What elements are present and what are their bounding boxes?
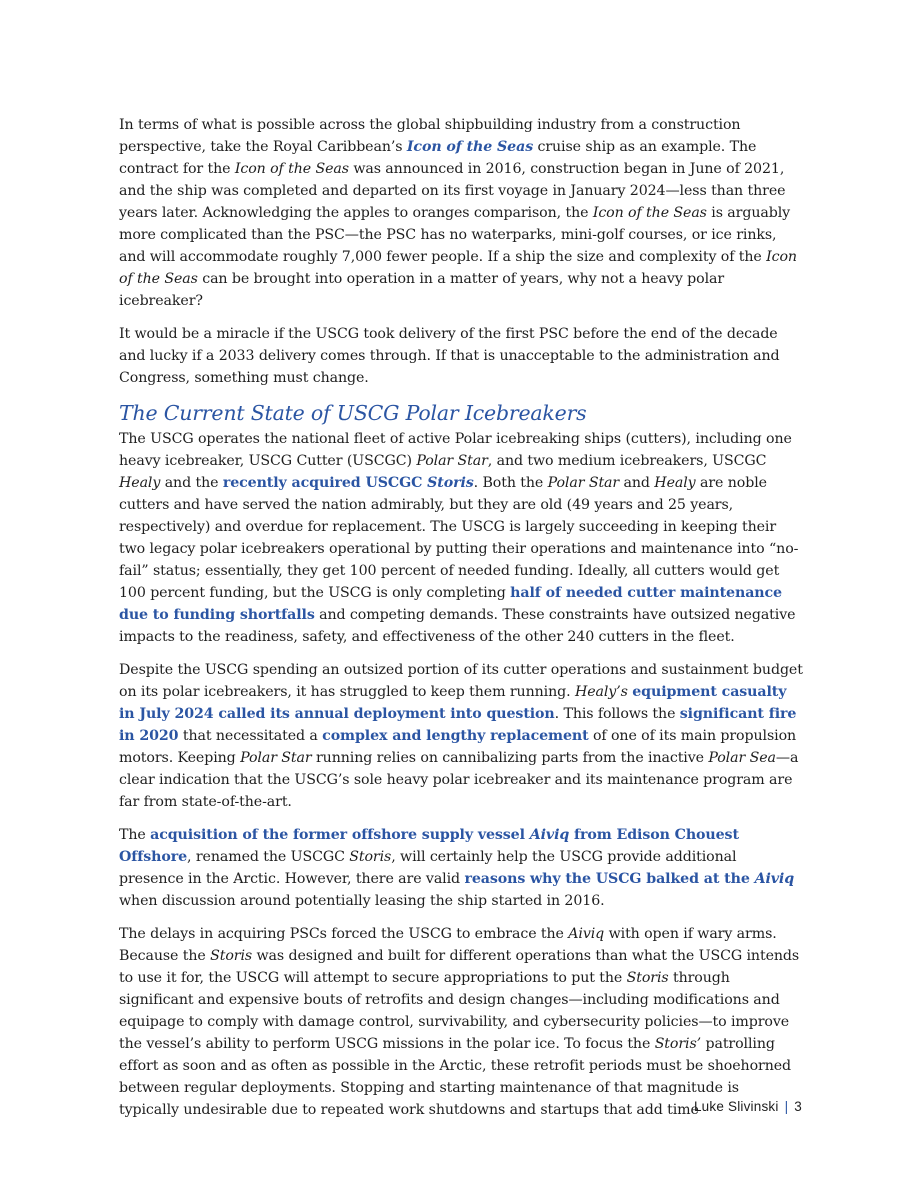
italic-ship-name: Icon of the Seas <box>234 161 349 177</box>
link-text-italic: Aiviq <box>754 871 795 887</box>
paragraph-current-state <box>119 428 803 648</box>
paragraph-text: . This follows the <box>554 706 680 722</box>
paragraph-text: . Both the <box>473 475 548 491</box>
paragraph-struggled <box>119 659 803 813</box>
italic-ship-name: Icon of the Seas <box>592 205 707 221</box>
paragraph-text: is arguably more complicated than the PSC—the PSC has no waterparks, mini-golf courses, or ice rinks, and will accommodate roughly 7,000 fewer people. If a ship the size and complexity of the <box>119 205 791 265</box>
link-text: recently acquired USCGC <box>222 475 428 491</box>
link-recently-acquired-storis[interactable] <box>223 475 474 491</box>
section-heading: The Current State of USCG Polar Icebreakers <box>119 401 587 425</box>
italic-ship-name: Polar Sea <box>708 750 776 766</box>
link-text: from Edison Chouest Offshore <box>119 827 739 865</box>
footer-author: Luke Slivinski <box>693 1099 779 1114</box>
paragraph-text: running relies on cannibalizing parts from the inactive <box>311 750 709 766</box>
footer-separator: | <box>784 1099 789 1114</box>
link-text: acquisition of the former offshore supply vessel <box>150 827 530 843</box>
link-text-italic: Aiviq <box>529 827 570 843</box>
italic-ship-name: Healy <box>654 475 696 491</box>
paragraph-text: was designed and built for different operations than what the USCG intends to use it for, the USCG will attempt to secure appropriations to put the <box>119 948 800 986</box>
paragraph-text: The delays in acquiring PSCs forced the USCG to embrace the <box>119 926 569 942</box>
italic-ship-name: Healy <box>119 475 161 491</box>
paragraph-text: of one of its main propulsion motors. Keeping <box>119 728 797 766</box>
italic-ship-name: Healy’s <box>574 684 628 700</box>
link-cutter-maintenance-funding[interactable]: half of needed cutter maintenance due to funding shortfalls <box>119 585 782 623</box>
link-significant-fire[interactable]: significant fire in 2020 <box>119 706 797 744</box>
paragraph-text: The USCG operates the national fleet of active Polar icebreaking ships (cutters), including one heavy icebreaker, USCG Cutter (USCGC) <box>119 431 792 469</box>
paragraph-text: Despite the USCG spending an outsized portion of its cutter operations and sustainment budget on its polar icebreakers, it has struggled to keep them running. <box>119 662 803 700</box>
page-footer <box>694 1099 802 1114</box>
paragraph-text: can be brought into operation in a matter of years, why not a heavy polar icebreaker? <box>119 271 725 309</box>
paragraph-icon-of-the-seas <box>119 114 803 312</box>
paragraph-text: that necessitated a <box>178 728 323 744</box>
italic-ship-name: Storis <box>349 849 392 865</box>
link-complex-replacement[interactable]: complex and lengthy replacement <box>322 728 589 744</box>
paragraph-text: It would be a miracle if the USCG took delivery of the first PSC before the end of the decade and lucky if a 2033 delivery comes through. If that is unacceptable to the administration and Congress, something must change. <box>119 326 780 386</box>
document-body <box>119 114 803 1121</box>
paragraph-text: are noble cutters and have served the nation admirably, but they are old (49 years and 25 years, respectively) and overdue for replacement. The USCG is largely succeeding in keeping their two legacy polar icebreakers operational by putting their operations and maintenance into “no-fail” status; essentially, they get 100 percent of needed funding. Ideally, all cutters would get 100 percent funding, but the USCG is only completing <box>119 475 799 601</box>
paragraph-delays <box>119 923 803 1121</box>
link-text-italic: Storis <box>427 475 474 491</box>
paragraph-text: when discussion around potentially leasing the ship started in 2016. <box>119 893 605 909</box>
link-text: Icon of the Seas <box>406 139 534 155</box>
paragraph-text: was announced in 2016, construction began in June of 2021, and the ship was completed and departed on its first voyage in January 2024—less than three years later. Acknowledging the apples to oranges comparison, the <box>119 161 786 221</box>
paragraph-text: cruise ship as an example. The contract for the <box>119 139 757 177</box>
link-reasons-balked[interactable] <box>464 871 794 887</box>
paragraph-text: and the <box>160 475 223 491</box>
italic-ship-name: Icon of the Seas <box>119 249 797 287</box>
link-equipment-casualty[interactable]: equipment casualty in July 2024 called its annual deployment into question <box>119 684 787 722</box>
italic-ship-name: Aiviq <box>568 926 605 942</box>
paragraph-text: with open if wary arms. Because the <box>119 926 777 964</box>
italic-ship-name: Storis’ <box>654 1036 702 1052</box>
paragraph-text: The <box>119 827 151 843</box>
italic-ship-name: Storis <box>210 948 253 964</box>
link-text: reasons why the USCG balked at the <box>464 871 755 887</box>
paragraph-text: patrolling effort as soon and as often as possible in the Arctic, these retrofit periods must be shoehorned between regular deployments. Stopping and starting maintenance of that magnitude is typically undesirable due to repeated work shutdowns and startups that add time <box>119 1036 792 1118</box>
italic-ship-name: Polar Star <box>240 750 312 766</box>
italic-ship-name: Storis <box>626 970 669 986</box>
link-icon-of-the-seas[interactable] <box>407 139 533 155</box>
paragraph-text: In terms of what is possible across the global shipbuilding industry from a construction perspective, take the Royal Caribbean’s <box>119 117 741 155</box>
paragraph-miracle <box>119 323 803 389</box>
page-number: 3 <box>794 1099 802 1114</box>
italic-ship-name: Polar Star <box>547 475 620 491</box>
paragraph-text: and <box>619 475 655 491</box>
paragraph-aiviq-acquisition <box>119 824 803 912</box>
paragraph-text: and competing demands. These constraints have outsized negative impacts to the readiness, safety, and effectiveness of the other 240 cutters in the fleet. <box>119 607 796 645</box>
paragraph-text: through significant and expensive bouts of retrofits and design changes—including modifications and equipage to comply with damage control, survivability, and cybersecurity policies—to improve the vessel’s ability to perform USCG missions in the polar ice. To focus the <box>119 970 790 1052</box>
paragraph-text: —a clear indication that the USCG’s sole heavy polar icebreaker and its maintenance program are far from state-of-the-art. <box>119 750 799 810</box>
paragraph-text: , renamed the USCGC <box>187 849 350 865</box>
italic-ship-name: Polar Star <box>416 453 488 469</box>
paragraph-text: , and two medium icebreakers, USCGC <box>487 453 767 469</box>
paragraph-text: , will certainly help the USCG provide additional presence in the Arctic. However, there are valid <box>119 849 737 887</box>
